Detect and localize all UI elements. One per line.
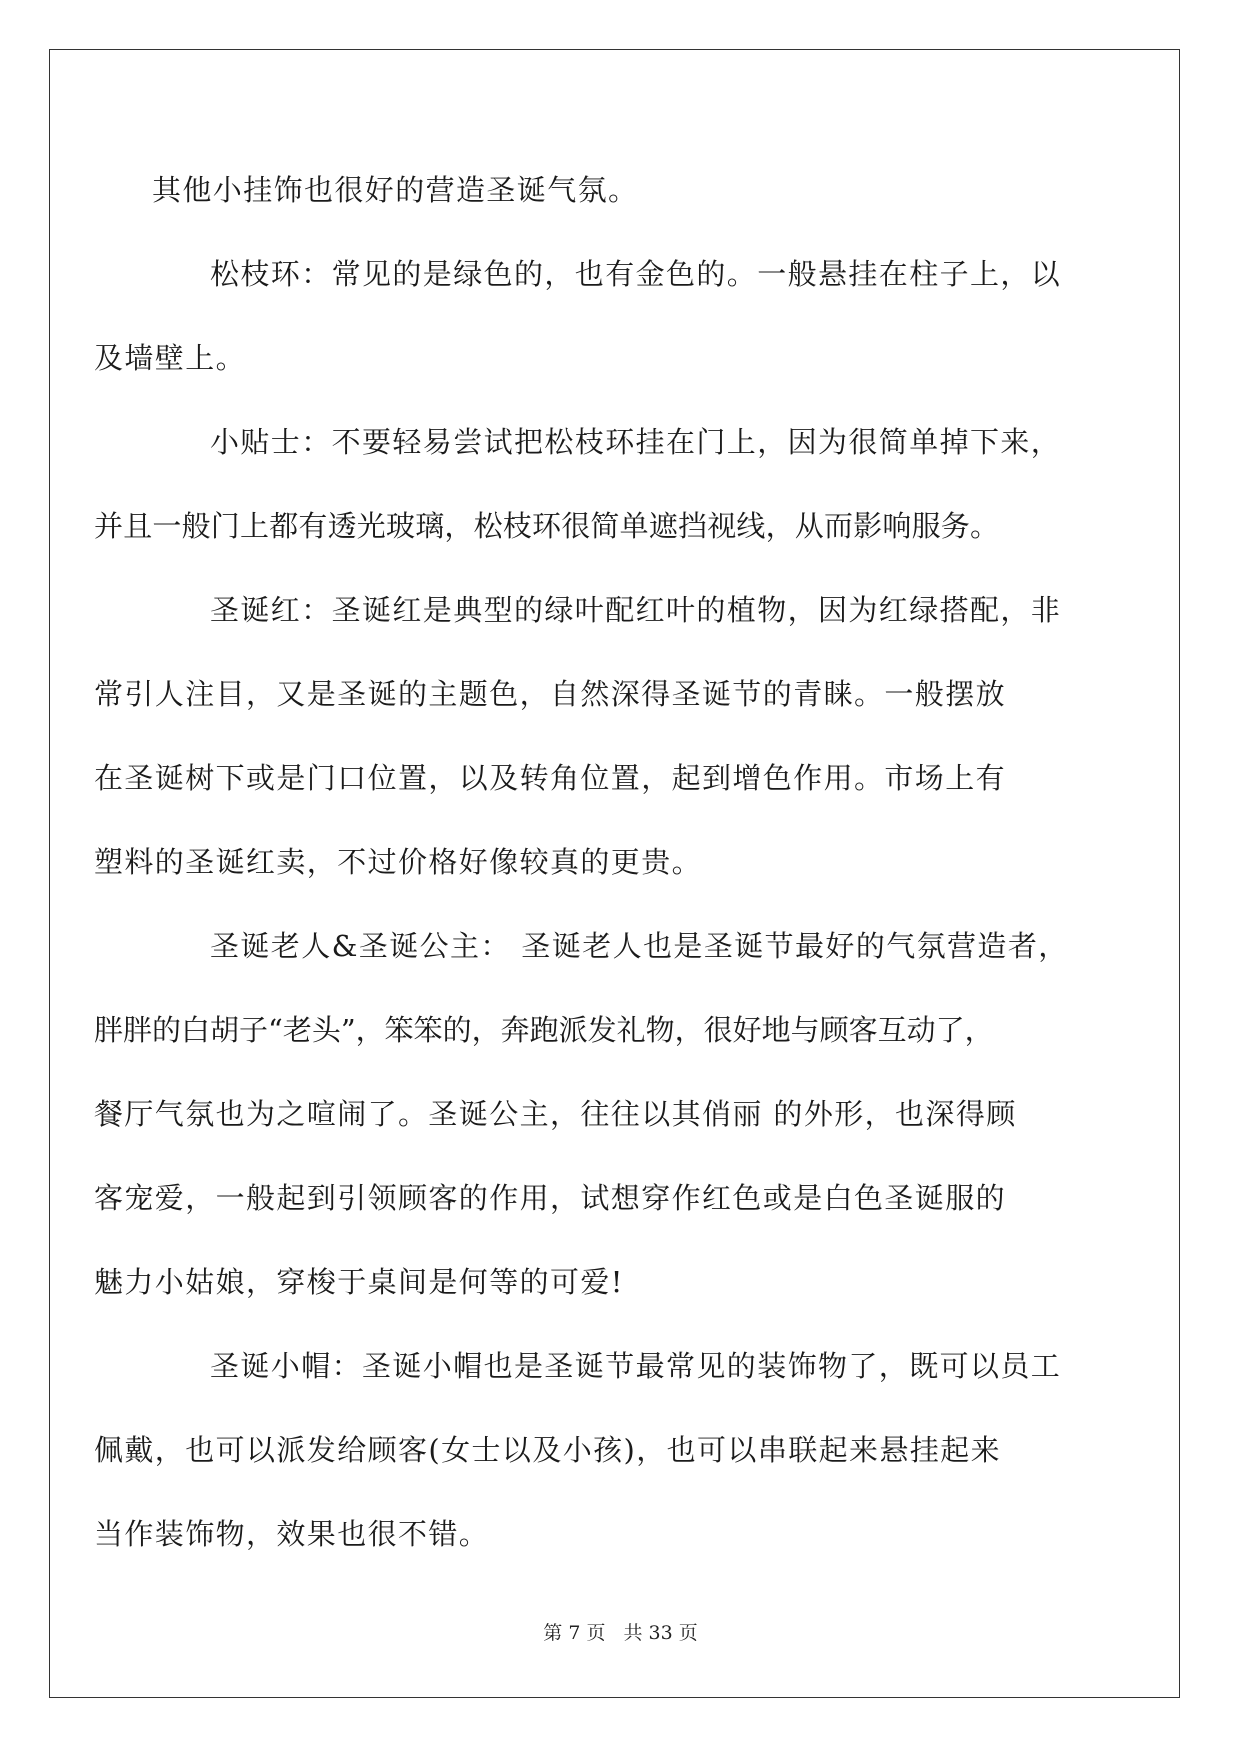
text-line: 当作装饰物，效果也很不错。: [94, 1517, 490, 1551]
paragraph-tip: [94, 400, 1092, 568]
document-body: [94, 148, 1092, 1576]
paragraph-continuation: [152, 148, 1092, 232]
paragraph-pine-wreath: [94, 232, 1092, 400]
text-line: 圣诞老人&圣诞公主： 圣诞老人也是圣诞节最好的气氛营造者，: [210, 929, 1069, 963]
page-total: 共 33 页: [623, 1622, 698, 1644]
text-line: 塑料的圣诞红卖，不过价格好像较真的更贵。: [94, 845, 703, 879]
text-line: 松枝环：常见的是绿色的，也有金色的。一般悬挂在柱子上，以: [210, 257, 1062, 291]
text-line: 圣诞小帽：圣诞小帽也是圣诞节最常见的装饰物了，既可以员工: [210, 1349, 1062, 1383]
text-line: 其他小挂饰也很好的营造圣诞气氛。: [152, 173, 639, 207]
text-line: 常引人注目，又是圣诞的主题色，自然深得圣诞节的青睐。一般摆放: [94, 677, 1007, 711]
text-line: 在圣诞树下或是门口位置，以及转角位置，起到增色作用。市场上有: [94, 761, 1007, 795]
text-line: 及墙壁上。: [94, 341, 247, 375]
text-line: 客宠爱，一般起到引领顾客的作用，试想穿作红色或是白色圣诞服的: [94, 1181, 1007, 1215]
paragraph-poinsettia: [94, 568, 1092, 904]
text-line: 魅力小姑娘，穿梭于桌间是何等的可爱!: [94, 1265, 624, 1299]
text-line: 佩戴，也可以派发给顾客(女士以及小孩)，也可以串联起来悬挂起来: [94, 1433, 1002, 1467]
text-line: 胖胖的白胡子“老头”，笨笨的，奔跑派发礼物，很好地与顾客互动了，: [94, 1013, 994, 1047]
paragraph-santa-princess: [94, 904, 1092, 1324]
text-line: 餐厅气氛也为之喧闹了。圣诞公主，往往以其俏丽 的外形，也深得顾: [94, 1097, 1017, 1131]
text-line: 圣诞红：圣诞红是典型的绿叶配红叶的植物，因为红绿搭配，非: [210, 593, 1062, 627]
paragraph-santa-hat: [94, 1324, 1092, 1576]
text-line: 并且一般门上都有透光玻璃，松枝环很简单遮挡视线，从而影响服务。: [94, 509, 1000, 543]
page-footer: [0, 1618, 1241, 1645]
text-line: 小贴士：不要轻易尝试把松枝环挂在门上，因为很简单掉下来，: [210, 425, 1062, 459]
page-number: 第 7 页: [543, 1622, 606, 1644]
